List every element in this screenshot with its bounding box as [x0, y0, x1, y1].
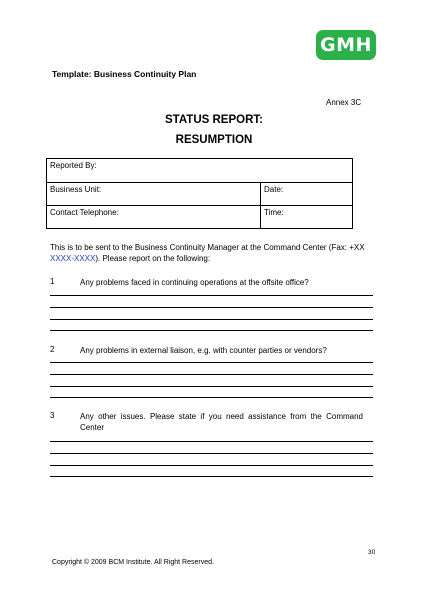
question-number: 2 — [50, 345, 55, 354]
reported-by-field[interactable] — [47, 159, 353, 183]
intro-text-end: ). Please report on the following: — [95, 254, 211, 263]
time-field[interactable] — [261, 206, 353, 229]
answer-line[interactable] — [50, 441, 373, 442]
time-label: Time: — [264, 208, 284, 217]
intro-text: This is to be sent to the Business Continuity Manager at the Command Center (Fax: +XX — [50, 243, 365, 252]
intro-paragraph — [50, 242, 380, 264]
contact-telephone-field[interactable] — [47, 206, 261, 229]
annex-label: Annex 3C — [326, 98, 362, 107]
answer-line[interactable] — [50, 330, 373, 331]
answer-line[interactable] — [50, 295, 373, 296]
question-text: Any problems in external liaison, e.g. with counter parties or vendors? — [80, 346, 327, 355]
business-unit-label: Business Unit: — [50, 185, 102, 194]
answer-line[interactable] — [50, 374, 373, 375]
answer-line[interactable] — [50, 476, 373, 477]
question-number: 3 — [50, 411, 55, 420]
answer-line[interactable] — [50, 397, 373, 398]
answer-line[interactable] — [50, 362, 373, 363]
answer-line[interactable] — [50, 386, 373, 387]
question-text: Any problems faced in continuing operations at the offsite office? — [80, 278, 309, 287]
date-field[interactable] — [261, 183, 353, 206]
report-subtitle: RESUMPTION — [175, 134, 253, 146]
page-number: 30 — [368, 549, 376, 556]
business-unit-field[interactable] — [47, 183, 261, 206]
date-label: Date: — [264, 185, 284, 194]
reported-by-label: Reported By: — [50, 161, 97, 170]
gmh-logo: GMH — [316, 30, 376, 60]
contact-telephone-label: Contact Telephone: — [50, 208, 119, 217]
fax-number: XXXX-XXXX — [50, 254, 96, 263]
answer-line[interactable] — [50, 465, 373, 466]
question-number: 1 — [50, 277, 55, 286]
copyright-notice: Copyright © 2009 BCM Institute. All Right Reserved. — [52, 559, 214, 566]
report-header-form — [46, 158, 353, 229]
question-text: Any other issues. Please state if you need assistance from the Command Center — [80, 412, 363, 432]
template-label: Template: Business Continuity Plan — [52, 69, 197, 79]
answer-line[interactable] — [50, 307, 373, 308]
answer-line[interactable] — [50, 453, 373, 454]
answer-line[interactable] — [50, 319, 373, 320]
report-title: STATUS REPORT: — [165, 114, 263, 126]
